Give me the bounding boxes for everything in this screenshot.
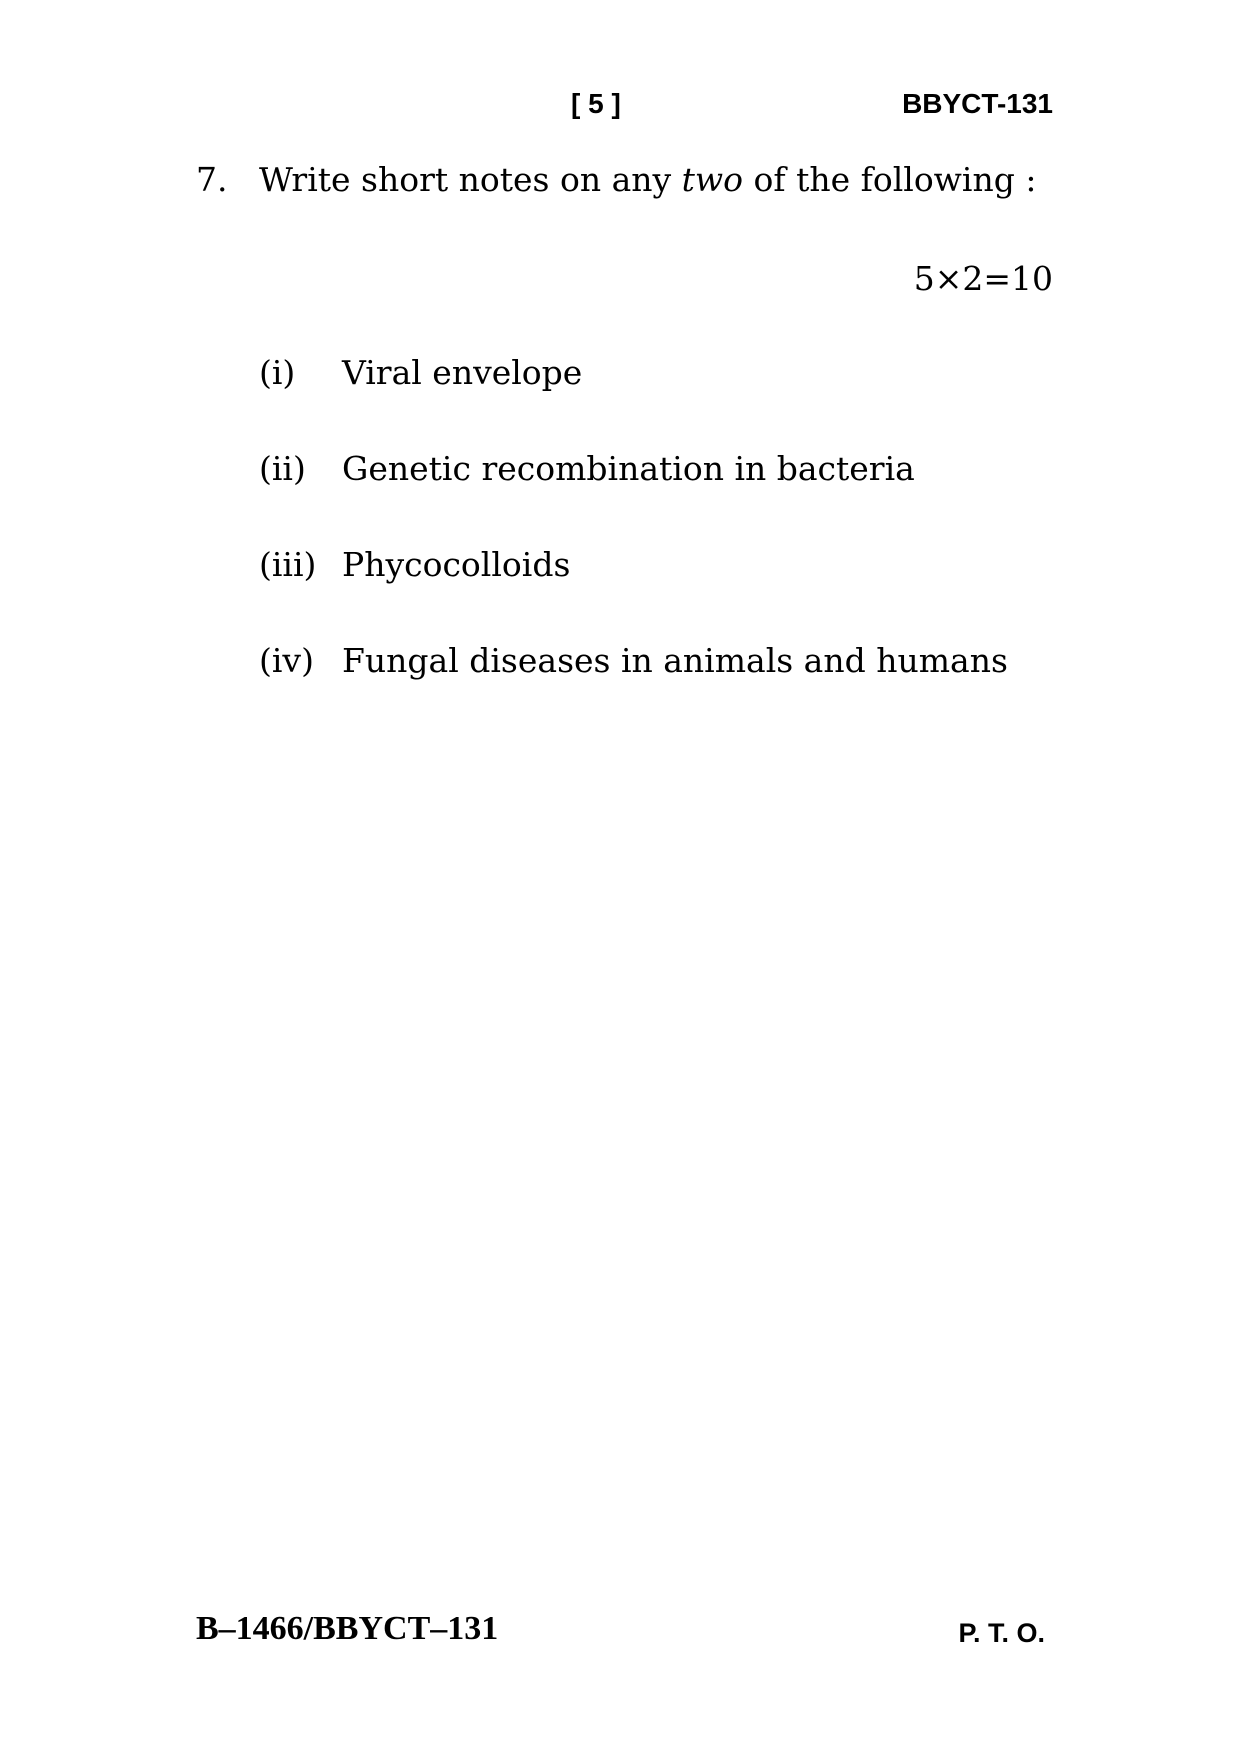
option-text-iii: Phycocolloids [342,545,571,584]
option-text-i: Viral envelope [342,353,583,392]
option-text-iv: Fungal diseases in animals and humans [342,641,1008,680]
question-text-after: of the following : [743,160,1037,199]
marks-allocation: 5×2=10 [913,259,1053,298]
please-turn-over: P. T. O. [958,1618,1045,1648]
option-label-iii: (iii) [259,545,317,584]
option-label-i: (i) [259,353,296,392]
question-text-before: Write short notes on any [259,160,682,199]
option-text-ii: Genetic recombination in bacteria [342,449,915,488]
question-text [259,160,1036,199]
page-number: [ 5 ] [571,88,621,119]
option-label-ii: (ii) [259,449,306,488]
question-number: 7. [196,160,228,199]
paper-code: BBYCT-131 [902,88,1053,119]
question-text-emphasis: two [681,160,744,199]
booklet-code: B–1466/BBYCT–131 [196,1610,499,1647]
option-label-iv: (iv) [259,641,314,680]
